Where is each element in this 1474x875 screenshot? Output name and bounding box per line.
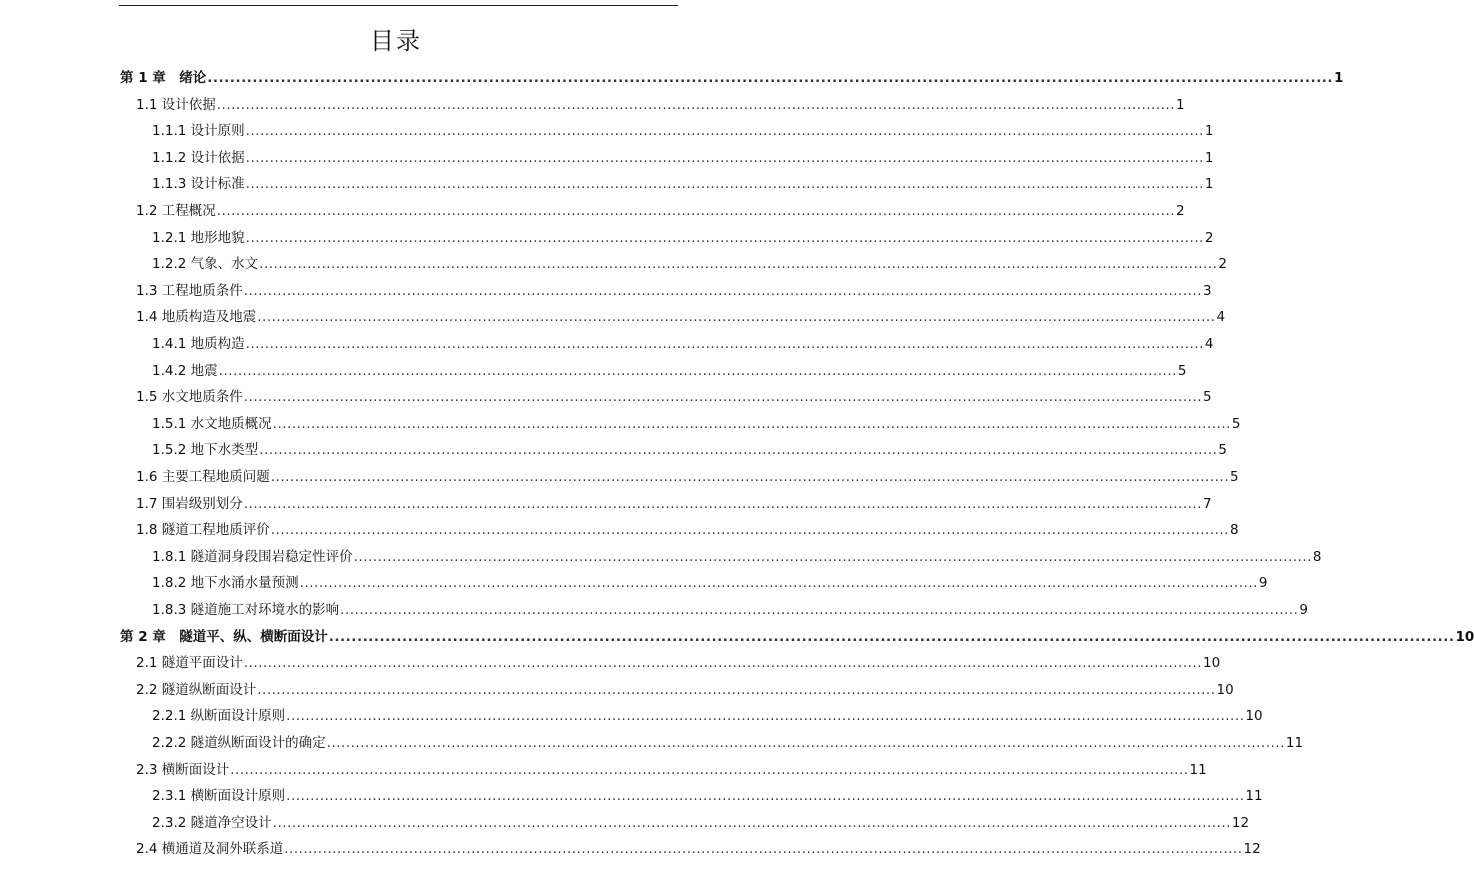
toc-entry-label: 1.2.2 气象、水文	[152, 256, 259, 273]
toc-entry[interactable]	[152, 411, 1241, 438]
top-rule	[119, 5, 678, 6]
toc-entry-label: 2.2.2 隧道纵断面设计的确定	[152, 735, 326, 751]
toc-page-number: 1	[1204, 176, 1214, 193]
toc-entry[interactable]	[152, 145, 1214, 172]
toc-page-number: 11	[1245, 788, 1263, 805]
toc-entry-label: 1.1 设计依据	[136, 96, 216, 113]
toc-dot-leader: ........................................................................................................................................................................................................	[243, 282, 1203, 299]
toc-dot-leader: ........................................................................................................................................................................................................	[340, 602, 1299, 618]
toc-page-number: 1	[1204, 149, 1214, 166]
toc-entry[interactable]	[152, 225, 1214, 252]
toc-dot-leader: ........................................................................................................................................................................................................	[299, 575, 1258, 592]
toc-dot-leader: ........................................................................................................................................................................................................	[207, 70, 1333, 86]
toc-entry-label: 1.4.2 地震	[152, 362, 218, 379]
toc-page-number: 8	[1312, 548, 1322, 565]
toc-dot-leader: ........................................................................................................................................................................................................	[216, 96, 1176, 113]
toc-entry-label: 1.4 地质构造及地震	[136, 309, 257, 326]
toc-entry[interactable]	[152, 437, 1228, 464]
toc-page-number: 12	[1231, 814, 1250, 831]
toc-dot-leader: ........................................................................................................................................................................................................	[243, 655, 1203, 672]
toc-entry[interactable]	[152, 597, 1309, 624]
toc-page-number: 10	[1245, 708, 1263, 725]
toc-entry-label: 1.1.3 设计标准	[152, 176, 245, 193]
toc-entry-label: 1.1.2 设计依据	[152, 149, 245, 166]
toc-dot-leader: ........................................................................................................................................................................................................	[243, 495, 1203, 512]
toc-page-number: 1	[1333, 70, 1344, 86]
toc-entry[interactable]	[152, 118, 1214, 145]
toc-entry[interactable]	[136, 198, 1185, 225]
toc-entry[interactable]	[136, 650, 1221, 677]
toc-page-number: 7	[1203, 495, 1212, 512]
toc-dot-leader: ........................................................................................................................................................................................................	[284, 841, 1243, 858]
toc-entry[interactable]	[136, 278, 1212, 305]
toc-page-number: 5	[1231, 415, 1241, 432]
toc-entry-label: 第 2 章 隧道平、纵、横断面设计	[120, 628, 328, 645]
toc-entry[interactable]	[152, 703, 1263, 730]
toc-page-number: 10	[1216, 681, 1234, 698]
toc-entry-label: 2.3 横断面设计	[136, 761, 230, 778]
toc-entry-label: 1.8.3 隧道施工对环境水的影响	[152, 602, 340, 618]
toc-page-number: 2	[1204, 229, 1214, 246]
toc-entry-label: 2.2 隧道纵断面设计	[136, 681, 257, 698]
toc-page-number: 10	[1203, 655, 1221, 672]
toc-dot-leader: ........................................................................................................................................................................................................	[259, 442, 1218, 459]
toc-dot-leader: ........................................................................................................................................................................................................	[272, 814, 1231, 831]
toc-entry[interactable]	[152, 810, 1250, 837]
toc-entry-label: 1.5.2 地下水类型	[152, 442, 259, 459]
toc-dot-leader: ........................................................................................................................................................................................................	[257, 681, 1216, 698]
toc-page-number: 5	[1177, 362, 1187, 379]
toc-entry-label: 1.2.1 地形地貌	[152, 229, 245, 246]
toc-page-number: 9	[1258, 575, 1268, 592]
toc-dot-leader: ........................................................................................................................................................................................................	[353, 548, 1312, 565]
toc-entry-label: 1.5 水文地质条件	[136, 389, 243, 406]
toc-entry[interactable]	[152, 171, 1214, 198]
toc-dot-leader: ........................................................................................................................................................................................................	[245, 336, 1204, 352]
toc-page-number: 2	[1218, 256, 1228, 273]
toc-entry-label: 第 1 章 绪论	[120, 70, 207, 86]
toc-entry-label: 1.8.2 地下水涌水量预测	[152, 575, 299, 592]
toc-dot-leader: ........................................................................................................................................................................................................	[257, 309, 1216, 326]
toc-dot-leader: ........................................................................................................................................................................................................	[245, 176, 1204, 193]
toc-page-number: 9	[1299, 602, 1309, 618]
toc-entry-label: 1.1.1 设计原则	[152, 123, 245, 140]
toc-dot-leader: ........................................................................................................................................................................................................	[245, 149, 1204, 166]
toc-entry[interactable]	[136, 92, 1185, 119]
toc-page-number: 11	[1285, 735, 1304, 751]
toc-dot-leader: ........................................................................................................................................................................................................	[218, 362, 1177, 379]
toc-entry-label: 1.8 隧道工程地质评价	[136, 522, 270, 539]
toc-entry-label: 2.3.2 隧道净空设计	[152, 814, 272, 831]
toc-dot-leader: ........................................................................................................................................................................................................	[270, 522, 1230, 539]
toc-dot-leader: ........................................................................................................................................................................................................	[328, 628, 1455, 645]
toc-entry[interactable]	[152, 544, 1322, 571]
toc-dot-leader: ........................................................................................................................................................................................................	[272, 415, 1231, 432]
toc-page-number: 1	[1204, 123, 1214, 140]
toc-dot-leader: ........................................................................................................................................................................................................	[326, 735, 1285, 751]
toc-title: 目录	[370, 27, 422, 55]
toc-page-number: 1	[1176, 96, 1185, 113]
toc-entry-label: 1.7 围岩级别划分	[136, 495, 243, 512]
toc-entry[interactable]	[152, 730, 1304, 757]
toc-page-number: 5	[1218, 442, 1228, 459]
toc-entry-label: 2.1 隧道平面设计	[136, 655, 243, 672]
toc-entry[interactable]	[152, 331, 1214, 358]
toc-dot-leader: ........................................................................................................................................................................................................	[286, 708, 1245, 725]
toc-entry-label: 2.4 横通道及洞外联系道	[136, 841, 284, 858]
toc-entry-label: 1.5.1 水文地质概况	[152, 415, 272, 432]
toc-page-number: 10	[1455, 628, 1474, 645]
toc-dot-leader: ........................................................................................................................................................................................................	[245, 123, 1204, 140]
toc-page-number: 12	[1243, 841, 1261, 858]
toc-entry-label: 2.2.1 纵断面设计原则	[152, 708, 286, 725]
toc-dot-leader: ........................................................................................................................................................................................................	[216, 203, 1176, 219]
toc-entry-label: 2.3.1 横断面设计原则	[152, 788, 286, 805]
toc-entry[interactable]	[152, 783, 1263, 810]
toc-entry-label: 1.6 主要工程地质问题	[136, 469, 270, 485]
toc-dot-leader: ........................................................................................................................................................................................................	[243, 389, 1203, 406]
toc-dot-leader: ........................................................................................................................................................................................................	[270, 469, 1230, 485]
toc-entry[interactable]	[152, 570, 1268, 597]
toc-dot-leader: ........................................................................................................................................................................................................	[230, 761, 1189, 778]
toc-entry[interactable]	[136, 464, 1239, 491]
toc-entry-label: 1.2 工程概况	[136, 203, 216, 219]
toc-page-number: 2	[1176, 203, 1185, 219]
toc-entry[interactable]	[136, 304, 1226, 331]
toc-entry[interactable]	[152, 251, 1228, 278]
toc-page-number: 5	[1230, 469, 1239, 485]
toc-entry[interactable]	[136, 836, 1261, 863]
toc-page-number: 11	[1189, 761, 1207, 778]
toc-entry[interactable]	[136, 677, 1234, 704]
toc-entry[interactable]	[152, 358, 1187, 385]
toc-dot-leader: ........................................................................................................................................................................................................	[286, 788, 1245, 805]
toc-page-number: 8	[1230, 522, 1239, 539]
toc-entry[interactable]	[136, 384, 1212, 411]
toc-page-number: 5	[1203, 389, 1212, 406]
toc-entry[interactable]	[136, 491, 1212, 518]
toc-page-number: 3	[1203, 282, 1212, 299]
toc-dot-leader: ........................................................................................................................................................................................................	[259, 256, 1218, 273]
toc-entry-label: 1.4.1 地质构造	[152, 336, 245, 352]
toc-entry[interactable]	[120, 624, 1474, 651]
toc-page-number: 4	[1216, 309, 1226, 326]
toc-entry[interactable]	[120, 65, 1344, 92]
toc-page-number: 4	[1204, 336, 1214, 352]
toc-entry-label: 1.8.1 隧道洞身段围岩稳定性评价	[152, 548, 353, 565]
toc-entry[interactable]	[136, 517, 1239, 544]
toc-entry[interactable]	[136, 757, 1207, 784]
toc-dot-leader: ........................................................................................................................................................................................................	[245, 229, 1204, 246]
toc-entry-label: 1.3 工程地质条件	[136, 282, 243, 299]
